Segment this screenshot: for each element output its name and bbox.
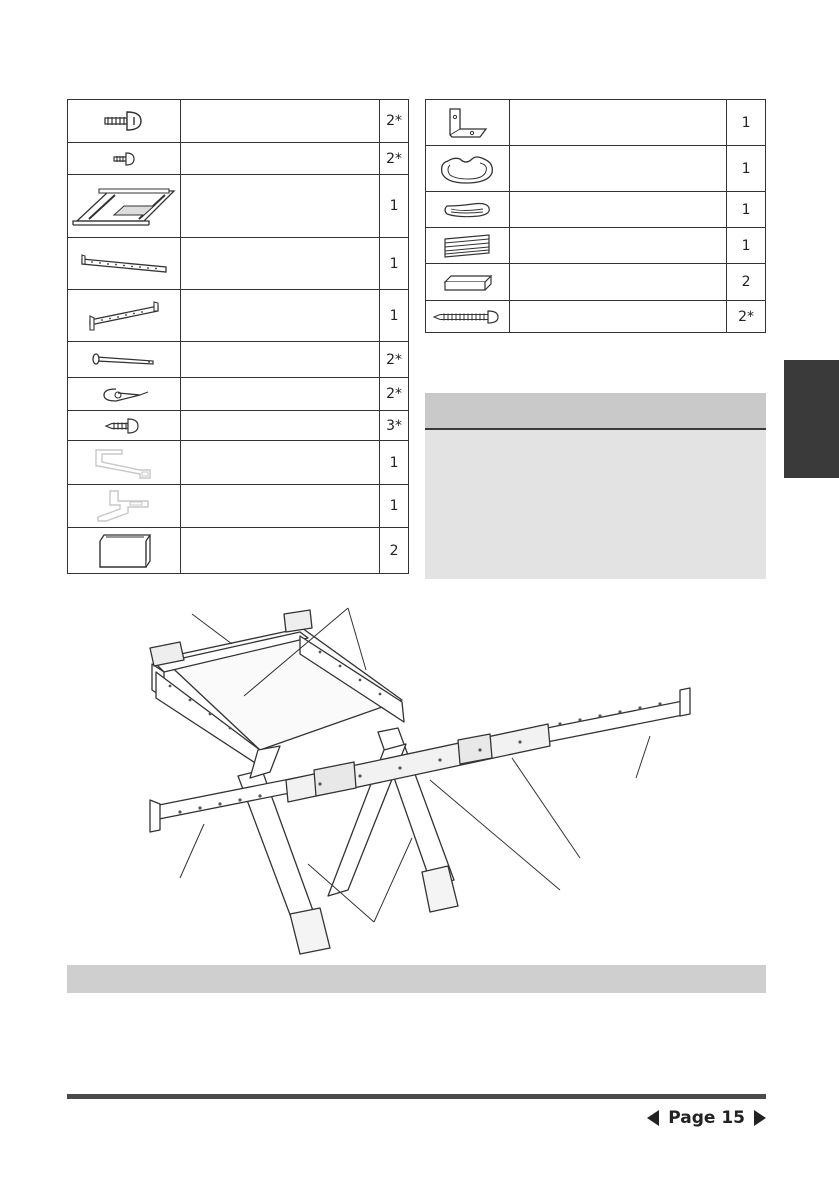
table-row [426, 228, 766, 264]
part-description [180, 528, 379, 574]
part-quantity: 2 [727, 264, 766, 301]
part-description [180, 411, 379, 441]
foam-block-icon [439, 270, 495, 294]
part-quantity: 2* [380, 100, 409, 143]
part-image [426, 264, 510, 301]
part-quantity: 2* [727, 301, 766, 333]
part-description [509, 264, 726, 301]
foot-block-icon [94, 531, 154, 571]
angle-bracket-icon [442, 105, 492, 141]
part-image [68, 143, 181, 175]
note-box-header [425, 393, 766, 430]
page-number: Page 15 [668, 1108, 745, 1128]
previous-arrow-icon[interactable] [647, 1110, 659, 1126]
part-description [180, 100, 379, 143]
part-description [180, 378, 379, 411]
part-image [426, 301, 510, 333]
part-quantity: 1 [727, 100, 766, 146]
part-description [180, 441, 379, 485]
part-quantity: 2* [380, 143, 409, 175]
part-description [509, 228, 726, 264]
table-row [68, 411, 409, 441]
part-quantity: 1 [380, 175, 409, 238]
large-screw-icon [101, 109, 147, 133]
part-image [68, 238, 181, 290]
part-quantity: 3* [380, 411, 409, 441]
foam-ring-icon [436, 151, 498, 187]
part-image [426, 146, 510, 192]
long-screw-icon [432, 309, 502, 325]
part-image [68, 100, 181, 143]
part-quantity: 1 [727, 228, 766, 264]
table-row [426, 146, 766, 192]
part-image [68, 290, 181, 342]
part-quantity: 2 [380, 528, 409, 574]
part-image [68, 342, 181, 378]
table-row [68, 528, 409, 574]
part-quantity: 1 [727, 192, 766, 228]
next-arrow-icon[interactable] [754, 1110, 766, 1126]
part-description [180, 238, 379, 290]
part-description [509, 146, 726, 192]
parts-table-right [425, 99, 766, 333]
part-image [68, 485, 181, 528]
support-frame-icon [69, 181, 179, 231]
part-image [426, 228, 510, 264]
assembly-illustration [140, 600, 720, 960]
table-row [68, 441, 409, 485]
part-description [180, 175, 379, 238]
parts-table-left [67, 99, 409, 574]
table-row [68, 143, 409, 175]
part-image [68, 528, 181, 574]
bracket-a-icon [84, 444, 164, 482]
part-quantity: 1 [380, 485, 409, 528]
part-image [68, 175, 181, 238]
part-image [426, 100, 510, 146]
part-image [68, 411, 181, 441]
table-row [426, 192, 766, 228]
page-navigation [640, 1106, 766, 1130]
part-description [180, 143, 379, 175]
part-quantity: 1 [727, 146, 766, 192]
table-row [68, 100, 409, 143]
section-header-bar [67, 965, 766, 993]
small-screw-icon [112, 151, 136, 167]
clip-icon [96, 383, 152, 405]
part-description [180, 290, 379, 342]
part-description [509, 100, 726, 146]
tapping-screw-icon [104, 417, 144, 435]
note-box [425, 393, 766, 579]
part-image [68, 441, 181, 485]
part-quantity: 1 [380, 238, 409, 290]
part-image [68, 378, 181, 411]
part-quantity: 1 [380, 441, 409, 485]
part-image [426, 192, 510, 228]
table-row [426, 301, 766, 333]
part-description [180, 342, 379, 378]
table-row [68, 342, 409, 378]
part-quantity: 2* [380, 342, 409, 378]
footer-divider [67, 1094, 766, 1099]
table-row [426, 264, 766, 301]
table-row [68, 378, 409, 411]
long-rail-icon [82, 298, 166, 334]
foam-seal-icon [439, 198, 495, 222]
table-row [68, 238, 409, 290]
part-description [180, 485, 379, 528]
part-quantity: 1 [380, 290, 409, 342]
table-row [68, 175, 409, 238]
part-description [509, 192, 726, 228]
table-row [426, 100, 766, 146]
part-description [509, 301, 726, 333]
table-row [68, 485, 409, 528]
section-side-tab [784, 360, 839, 478]
foam-strip-icon [439, 233, 495, 259]
bracket-b-icon [84, 487, 164, 525]
pin-icon [89, 350, 159, 370]
part-quantity: 2* [380, 378, 409, 411]
short-rail-icon [76, 251, 172, 277]
table-row [68, 290, 409, 342]
